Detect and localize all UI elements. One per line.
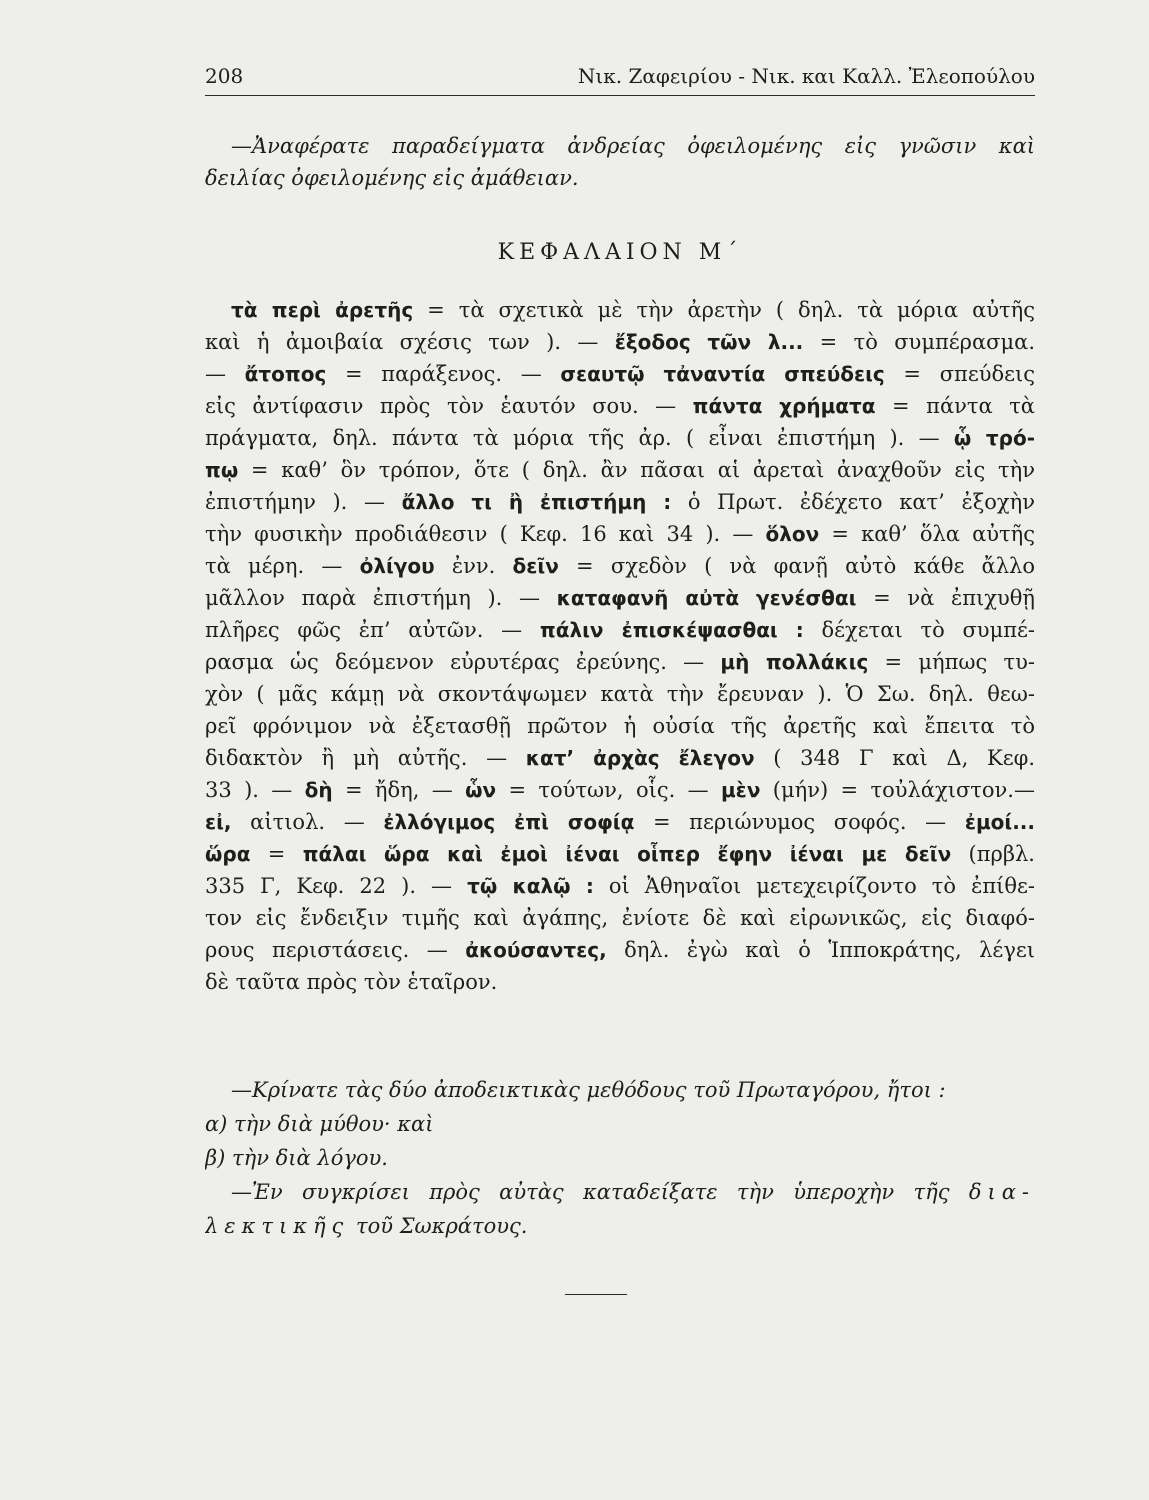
lemma-term: ἀκούσαντες, bbox=[465, 938, 607, 962]
note-text: = μήπως τυ- bbox=[868, 650, 1035, 674]
lemma-term: καταφανῆ αὐτὰ γενέσθαι bbox=[556, 586, 857, 610]
end-rule bbox=[565, 1294, 627, 1295]
lemma-term: πάλαι ὥρα καὶ ἐμοὶ ἰέναι οἷπερ ἔφην ἰέναι με δεῖν bbox=[302, 842, 952, 866]
lemma-term: κατ’ ἀρχὰς ἔλεγον bbox=[525, 746, 755, 770]
note-text: = τὸ συμπέρασμα. bbox=[803, 330, 1035, 354]
note-line bbox=[205, 454, 1035, 486]
note-text: δὲ ταῦτα πρὸς τὸν ἑταῖρον. bbox=[205, 970, 498, 994]
exercise-line: δειλίας ὀφειλομένης εἰς ἀμάθειαν. bbox=[205, 166, 579, 190]
lemma-term: τὰ περὶ ἀρετῆς bbox=[231, 298, 414, 322]
lemma-term: πάλιν ἐπισκέψασθαι : bbox=[539, 618, 804, 642]
note-text: ρους περιστάσεις. — bbox=[205, 938, 466, 962]
note-text: οἱ Ἀθηναῖοι μετεχειρίζοντο τὸ ἐπίθε- bbox=[593, 874, 1035, 898]
note-text: = τούτων, οἷς. — bbox=[496, 778, 721, 802]
note-line bbox=[205, 390, 1035, 422]
note-line bbox=[205, 646, 1035, 678]
note-text: = τὰ σχετικὰ μὲ τὴν ἀρετὴν ( δηλ. τὰ μόρια αὐτῆς bbox=[413, 298, 1035, 322]
note-line bbox=[205, 358, 1035, 390]
note-line bbox=[205, 742, 1035, 774]
note-text: 335 Γ, Κεφ. 22 ). — bbox=[205, 874, 468, 898]
note-line bbox=[205, 582, 1035, 614]
note-line bbox=[205, 518, 1035, 550]
note-text: = νὰ ἐπιχυθῇ bbox=[856, 586, 1035, 610]
note-text: αἰτιολ. — bbox=[231, 810, 384, 834]
note-text: = καθ’ ὃν τρόπον, ὅτε ( δηλ. ἂν πᾶσαι αἱ ἀρεταὶ ἀναχθοῦν εἰς τὴν bbox=[238, 458, 1035, 482]
lemma-term: μὴ πολλάκις bbox=[720, 650, 869, 674]
note-line bbox=[205, 614, 1035, 646]
note-text: 33 ). — bbox=[205, 778, 305, 802]
note-text: = σχεδὸν ( νὰ φανῇ αὐτὸ κάθε ἄλλο bbox=[558, 554, 1035, 578]
note-text: = περιώνυμος σοφός. — bbox=[634, 810, 965, 834]
lemma-term: πάντα χρήματα bbox=[692, 394, 876, 418]
note-text: — bbox=[205, 362, 245, 386]
note-text: ρεῖ φρόνιμον νὰ ἐξετασθῇ πρῶτον ἡ οὐσία τῆς ἀρετῆς καὶ ἔπειτα τὸ bbox=[205, 714, 1035, 738]
spaced-word: δια- bbox=[968, 1180, 1035, 1204]
note-line bbox=[205, 710, 1035, 742]
lemma-term: εἰ, bbox=[205, 810, 232, 834]
note-text: = παράξενος. — bbox=[326, 362, 561, 386]
lemma-term: δὴ bbox=[304, 778, 333, 802]
page-header bbox=[205, 58, 1035, 92]
lemma-term: ὅλον bbox=[765, 522, 820, 546]
commentary-notes bbox=[205, 294, 1035, 998]
chapter-title: ΚΕΦΑΛΑΙΟΝ Μ΄ bbox=[497, 240, 743, 265]
exercise-block-2 bbox=[205, 1073, 1035, 1243]
note-text: = καθ’ ὅλα αὐτῆς bbox=[819, 522, 1035, 546]
note-text: ( 348 Γ καὶ Δ, Κεφ. bbox=[754, 746, 1035, 770]
lemma-term: ᾧ τρό- bbox=[953, 426, 1035, 450]
lemma-term: δεῖν bbox=[512, 554, 559, 578]
lemma-term: τῷ καλῷ : bbox=[467, 874, 594, 898]
note-line bbox=[205, 678, 1035, 710]
note-line bbox=[205, 966, 1035, 998]
exercise-block-1 bbox=[205, 130, 1035, 194]
exercise-text: τοῦ Σωκράτους. bbox=[349, 1214, 528, 1238]
lemma-term: σεαυτῷ τἀναντία σπεύδεις bbox=[560, 362, 885, 386]
note-text: διδακτὸν ἢ μὴ αὐτῆς. — bbox=[205, 746, 526, 770]
lemma-term: ἐμοί... bbox=[964, 810, 1035, 834]
exercise-line bbox=[205, 1175, 1035, 1209]
lemma-term: μὲν bbox=[720, 778, 761, 802]
note-line bbox=[205, 774, 1035, 806]
exercise-text: —Ἐν συγκρίσει πρὸς αὐτὰς καταδείξατε τὴν ὑπεροχὴν τῆς bbox=[231, 1180, 969, 1204]
note-line bbox=[205, 806, 1035, 838]
note-text: ρασμα ὡς δεόμενον εὐρυτέρας ἐρεύνης. — bbox=[205, 650, 721, 674]
exercise-line: β) τὴν διὰ λόγου. bbox=[205, 1146, 388, 1170]
note-text: μᾶλλον παρὰ ἐπιστήμη ). — bbox=[205, 586, 557, 610]
running-head: Νικ. Ζαφειρίου - Νικ. και Καλλ. Ἐλεοπούλου bbox=[577, 64, 1035, 88]
note-text: = σπεύδεις bbox=[884, 362, 1035, 386]
note-text: = ἤδη, — bbox=[332, 778, 466, 802]
exercise-line: α) τὴν διὰ μύθου· καὶ bbox=[205, 1112, 434, 1136]
note-text: = πάντα τὰ bbox=[875, 394, 1035, 418]
lemma-term: ἔξοδος τῶν λ... bbox=[614, 330, 804, 354]
note-line bbox=[205, 294, 1035, 326]
exercise-line: —Κρίνατε τὰς δύο ἀποδεικτικὰς μεθόδους τοῦ Πρωταγόρου, ἤτοι : bbox=[231, 1078, 946, 1102]
note-text: τὴν φυσικὴν προδιάθεσιν ( Κεφ. 16 καὶ 34 ). — bbox=[205, 522, 766, 546]
note-text: = bbox=[250, 842, 303, 866]
note-text: τον εἰς ἔνδειξιν τιμῆς καὶ ἀγάπης, ἐνίοτε δὲ καὶ εἰρωνικῶς, εἰς διαφό- bbox=[205, 906, 1035, 930]
note-line bbox=[205, 838, 1035, 870]
lemma-term: ἐλλόγιμος ἐπὶ σοφίᾳ bbox=[383, 810, 635, 834]
header-rule bbox=[205, 95, 1035, 96]
page-number: 208 bbox=[205, 64, 244, 88]
note-text: ἐπιστήμην ). — bbox=[205, 490, 402, 514]
note-line bbox=[205, 422, 1035, 454]
note-text: πλῆρες φῶς ἐπ’ αὐτῶν. — bbox=[205, 618, 540, 642]
note-line bbox=[205, 486, 1035, 518]
note-line bbox=[205, 870, 1035, 902]
note-line bbox=[205, 326, 1035, 358]
note-text: ὁ Πρωτ. ἐδέχετο κατ’ ἐξοχὴν bbox=[671, 490, 1035, 514]
note-text: δηλ. ἐγὼ καὶ ὁ Ἱπποκράτης, λέγει bbox=[606, 938, 1035, 962]
note-text: (πρβλ. bbox=[951, 842, 1035, 866]
spaced-word: λεκτικῆς bbox=[205, 1214, 350, 1238]
note-text: ἐνν. bbox=[434, 554, 513, 578]
note-text: πράγματα, δηλ. πάντα τὰ μόρια τῆς ἀρ. ( εἶναι ἐπιστήμη ). — bbox=[205, 426, 954, 450]
lemma-term: ἄλλο τι ἢ ἐπιστήμη : bbox=[401, 490, 672, 514]
note-text: (μήν) = τοὐλάχιστον.— bbox=[760, 778, 1035, 802]
lemma-term: ὥρα bbox=[205, 842, 251, 866]
exercise-line bbox=[205, 1209, 1035, 1243]
lemma-term: πῳ bbox=[205, 458, 239, 482]
note-text: εἰς ἀντίφασιν πρὸς τὸν ἑαυτόν σου. — bbox=[205, 394, 693, 418]
exercise-line: —Ἀναφέρατε παραδείγματα ἀνδρείας ὀφειλομένης εἰς γνῶσιν καὶ bbox=[231, 134, 1035, 158]
note-text: καὶ ἡ ἀμοιβαία σχέσις των ). — bbox=[205, 330, 615, 354]
note-text: χὸν ( μᾶς κάμῃ νὰ σκοντάψωμεν κατὰ τὴν ἔρευναν ). Ὁ Σω. δηλ. θεω- bbox=[205, 682, 1035, 706]
note-text: τὰ μέρη. — bbox=[205, 554, 360, 578]
note-text: δέχεται τὸ συμπέ- bbox=[803, 618, 1035, 642]
note-line bbox=[205, 902, 1035, 934]
lemma-term: ὀλίγου bbox=[359, 554, 435, 578]
note-line bbox=[205, 550, 1035, 582]
lemma-term: ὧν bbox=[465, 778, 497, 802]
note-line bbox=[205, 934, 1035, 966]
lemma-term: ἄτοπος bbox=[244, 362, 327, 386]
